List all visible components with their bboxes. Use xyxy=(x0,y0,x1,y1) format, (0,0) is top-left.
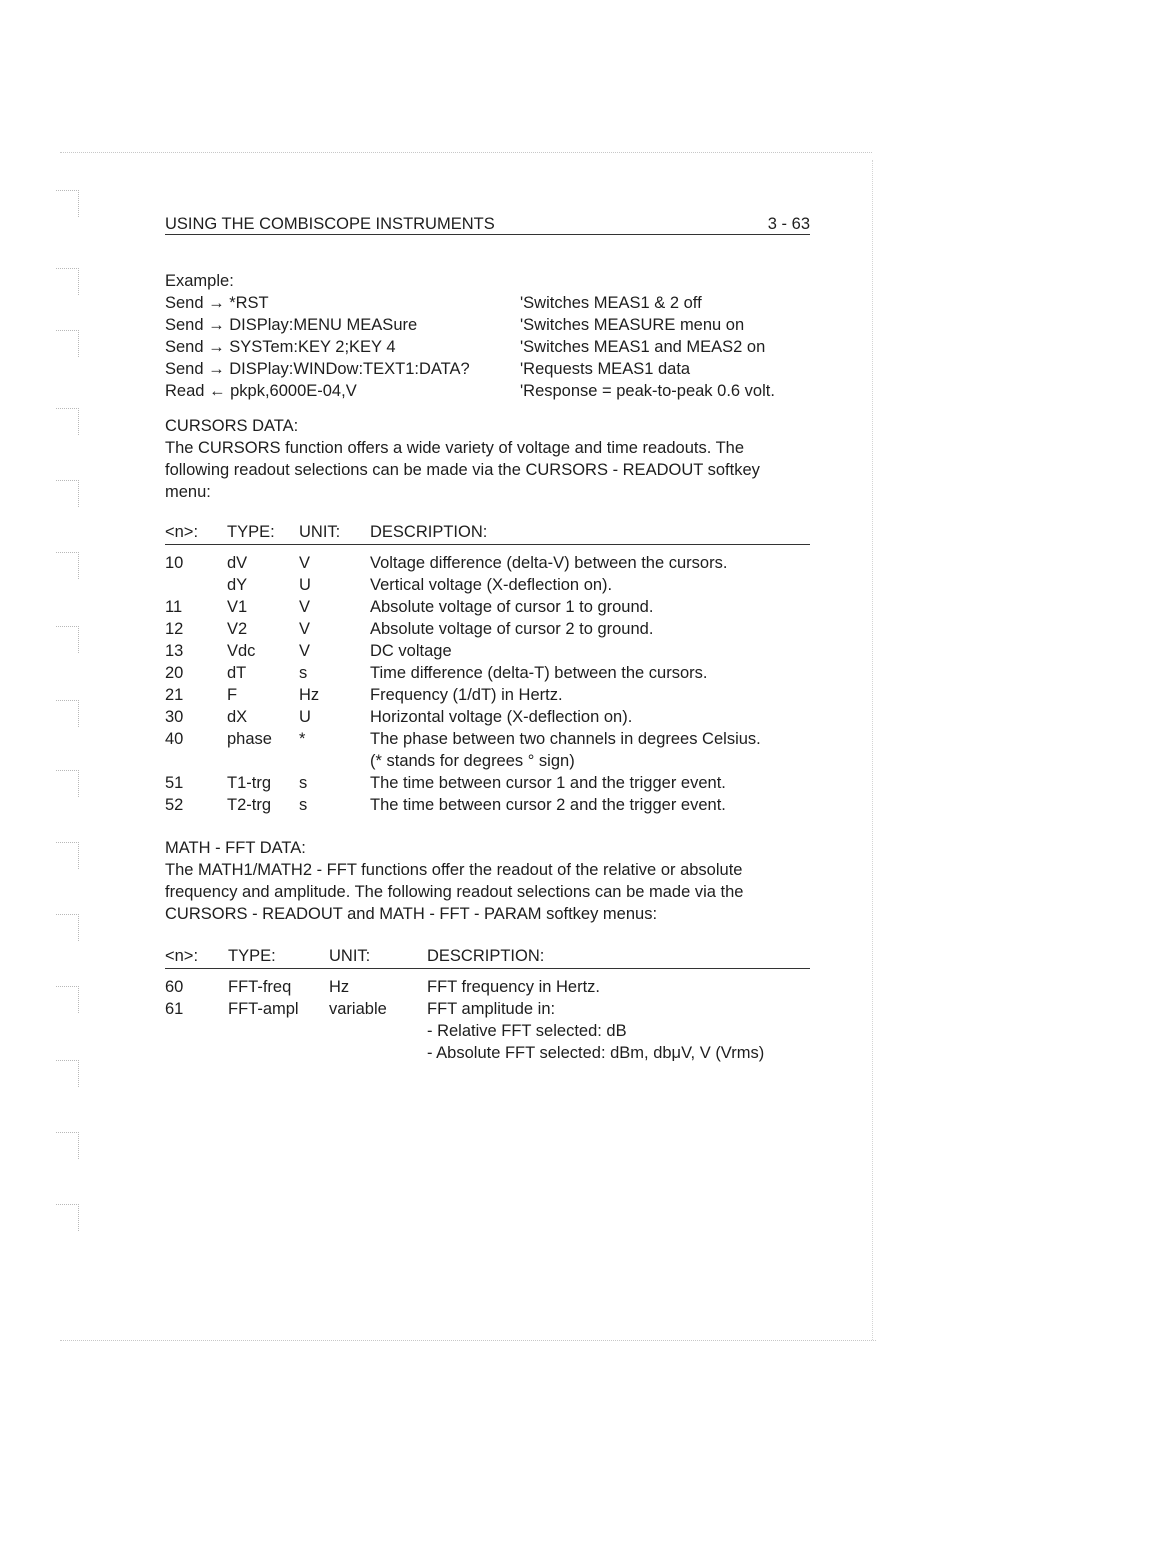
cursors-table-body xyxy=(165,552,810,816)
paragraph-line: The MATH1/MATH2 - FFT functions offer the readout of the relative or absolute xyxy=(165,861,743,879)
example-row xyxy=(165,358,810,380)
cell-n: 20 xyxy=(165,664,184,682)
binding-margin-marks xyxy=(56,180,86,1310)
cell-description: The time between cursor 2 and the trigger event. xyxy=(370,796,726,814)
cursors-table xyxy=(165,521,810,816)
math-table xyxy=(165,945,810,1064)
cell-description: Time difference (delta-T) between the cursors. xyxy=(370,664,708,682)
math-table-body xyxy=(165,976,810,1064)
col-header-unit: UNIT: xyxy=(329,947,371,965)
document-page xyxy=(165,214,810,1064)
paragraph-line: menu: xyxy=(165,483,211,501)
cell-type: V1 xyxy=(227,598,248,616)
paragraph-line: The CURSORS function offers a wide variety of voltage and time readouts. The xyxy=(165,439,745,457)
cell-type xyxy=(228,1020,329,1042)
example-section xyxy=(165,270,810,402)
cell-type: F xyxy=(227,686,238,704)
cell-unit: U xyxy=(299,708,311,726)
table-row xyxy=(165,706,810,728)
table-row xyxy=(165,552,810,574)
cell-unit: V xyxy=(299,642,311,660)
scan-edge-top xyxy=(60,152,872,153)
cell-n: 30 xyxy=(165,708,184,726)
cell-unit: Hz xyxy=(299,686,320,704)
cell-type: V2 xyxy=(227,620,248,638)
col-header-type: TYPE: xyxy=(227,523,275,541)
cell-n: 13 xyxy=(165,642,184,660)
scan-edge-bottom xyxy=(60,1340,876,1341)
col-header-type: TYPE: xyxy=(228,947,276,965)
math-paragraph xyxy=(165,859,810,925)
example-row xyxy=(165,380,810,402)
table-row xyxy=(165,662,810,684)
cell-n: 60 xyxy=(165,978,184,996)
table-row xyxy=(165,772,810,794)
cell-description: (* stands for degrees ° sign) xyxy=(370,752,575,770)
table-row xyxy=(165,684,810,706)
cell-unit: variable xyxy=(329,1000,387,1018)
page-number: 3 - 63 xyxy=(767,215,810,233)
cell-unit xyxy=(299,750,370,772)
cell-n: 12 xyxy=(165,620,184,638)
cell-type xyxy=(228,1042,329,1064)
cell-description: Absolute voltage of cursor 2 to ground. xyxy=(370,620,654,638)
cell-unit: s xyxy=(299,796,308,814)
cell-type: dT xyxy=(227,664,247,682)
col-header-description: DESCRIPTION: xyxy=(370,523,488,541)
table-row xyxy=(165,574,810,596)
cell-unit: * xyxy=(299,730,306,748)
cursors-section-title: CURSORS DATA: xyxy=(165,417,299,435)
cell-type: Vdc xyxy=(227,642,256,660)
cell-unit: V xyxy=(299,554,311,572)
table-header-row xyxy=(165,945,810,969)
cell-type xyxy=(227,750,299,772)
example-comment: 'Requests MEAS1 data xyxy=(520,360,691,378)
cell-description: The phase between two channels in degrees Celsius. xyxy=(370,730,761,748)
cell-unit xyxy=(329,1042,427,1064)
example-command: Read ← pkpk,6000E-04,V xyxy=(165,382,357,400)
table-header-row xyxy=(165,521,810,545)
cell-unit: U xyxy=(299,576,311,594)
table-row xyxy=(165,794,810,816)
cell-type: FFT-ampl xyxy=(228,1000,299,1018)
cell-description: Voltage difference (delta-V) between the cursors. xyxy=(370,554,728,572)
table-row xyxy=(165,998,810,1020)
cell-type: phase xyxy=(227,730,272,748)
cell-n xyxy=(165,750,227,772)
cell-n xyxy=(165,1042,228,1064)
example-comment: 'Switches MEAS1 and MEAS2 on xyxy=(520,338,766,356)
cell-unit: V xyxy=(299,620,311,638)
example-command: Send → SYSTem:KEY 2;KEY 4 xyxy=(165,338,396,356)
example-row xyxy=(165,292,810,314)
cell-type: FFT-freq xyxy=(228,978,292,996)
cell-description: Vertical voltage (X-deflection on). xyxy=(370,576,613,594)
cell-n xyxy=(165,574,227,596)
example-command: Send → DISPlay:MENU MEASure xyxy=(165,316,418,334)
col-header-n: <n>: xyxy=(165,523,199,541)
paragraph-line: frequency and amplitude. The following readout selections can be made via the xyxy=(165,883,744,901)
cell-description: FFT frequency in Hertz. xyxy=(427,978,601,996)
cell-description: Frequency (1/dT) in Hertz. xyxy=(370,686,563,704)
cursors-paragraph xyxy=(165,437,810,503)
cell-description: The time between cursor 1 and the trigger event. xyxy=(370,774,726,792)
cell-description: - Absolute FFT selected: dBm, dbμV, V (Vrms) xyxy=(427,1044,765,1062)
example-row xyxy=(165,336,810,358)
example-comment: 'Switches MEASURE menu on xyxy=(520,316,745,334)
col-header-unit: UNIT: xyxy=(299,523,341,541)
cell-n: 10 xyxy=(165,554,184,572)
cell-n: 52 xyxy=(165,796,184,814)
table-row xyxy=(165,750,810,772)
col-header-description: DESCRIPTION: xyxy=(427,947,545,965)
col-header-n: <n>: xyxy=(165,947,199,965)
cell-n: 51 xyxy=(165,774,184,792)
example-command: Send → *RST xyxy=(165,294,269,312)
paragraph-line: following readout selections can be made via the CURSORS - READOUT softkey xyxy=(165,461,760,479)
paragraph-line: CURSORS - READOUT and MATH - FFT - PARAM softkey menus: xyxy=(165,905,658,923)
cell-n xyxy=(165,1020,228,1042)
table-row xyxy=(165,1020,810,1042)
cell-description: DC voltage xyxy=(370,642,452,660)
cell-description: Horizontal voltage (X-deflection on). xyxy=(370,708,633,726)
page-header xyxy=(165,214,810,235)
cell-unit: s xyxy=(299,664,308,682)
cell-n: 21 xyxy=(165,686,184,704)
cell-n: 11 xyxy=(165,598,183,616)
scan-edge-right xyxy=(872,160,873,1340)
example-comment: 'Switches MEAS1 & 2 off xyxy=(520,294,702,312)
example-command: Send → DISPlay:WINDow:TEXT1:DATA? xyxy=(165,360,470,378)
cell-type: dX xyxy=(227,708,248,726)
cell-type: T1-trg xyxy=(227,774,272,792)
cell-unit xyxy=(329,1020,427,1042)
table-row xyxy=(165,976,810,998)
cell-type: T2-trg xyxy=(227,796,272,814)
cell-type: dV xyxy=(227,554,248,572)
table-row xyxy=(165,640,810,662)
header-title: USING THE COMBISCOPE INSTRUMENTS xyxy=(165,215,495,233)
table-row xyxy=(165,728,810,750)
table-row xyxy=(165,618,810,640)
example-comment: 'Response = peak-to-peak 0.6 volt. xyxy=(520,382,775,400)
cell-description: Absolute voltage of cursor 1 to ground. xyxy=(370,598,654,616)
cell-unit: V xyxy=(299,598,311,616)
cell-description: FFT amplitude in: xyxy=(427,1000,556,1018)
cell-n: 61 xyxy=(165,1000,184,1018)
example-label: Example: xyxy=(165,272,234,290)
table-row xyxy=(165,1042,810,1064)
math-section-title: MATH - FFT DATA: xyxy=(165,839,306,857)
cell-unit: Hz xyxy=(329,978,350,996)
cell-unit: s xyxy=(299,774,308,792)
cell-description: - Relative FFT selected: dB xyxy=(427,1022,627,1040)
table-row xyxy=(165,596,810,618)
example-row xyxy=(165,314,810,336)
cell-n: 40 xyxy=(165,730,184,748)
cell-type: dY xyxy=(227,576,248,594)
